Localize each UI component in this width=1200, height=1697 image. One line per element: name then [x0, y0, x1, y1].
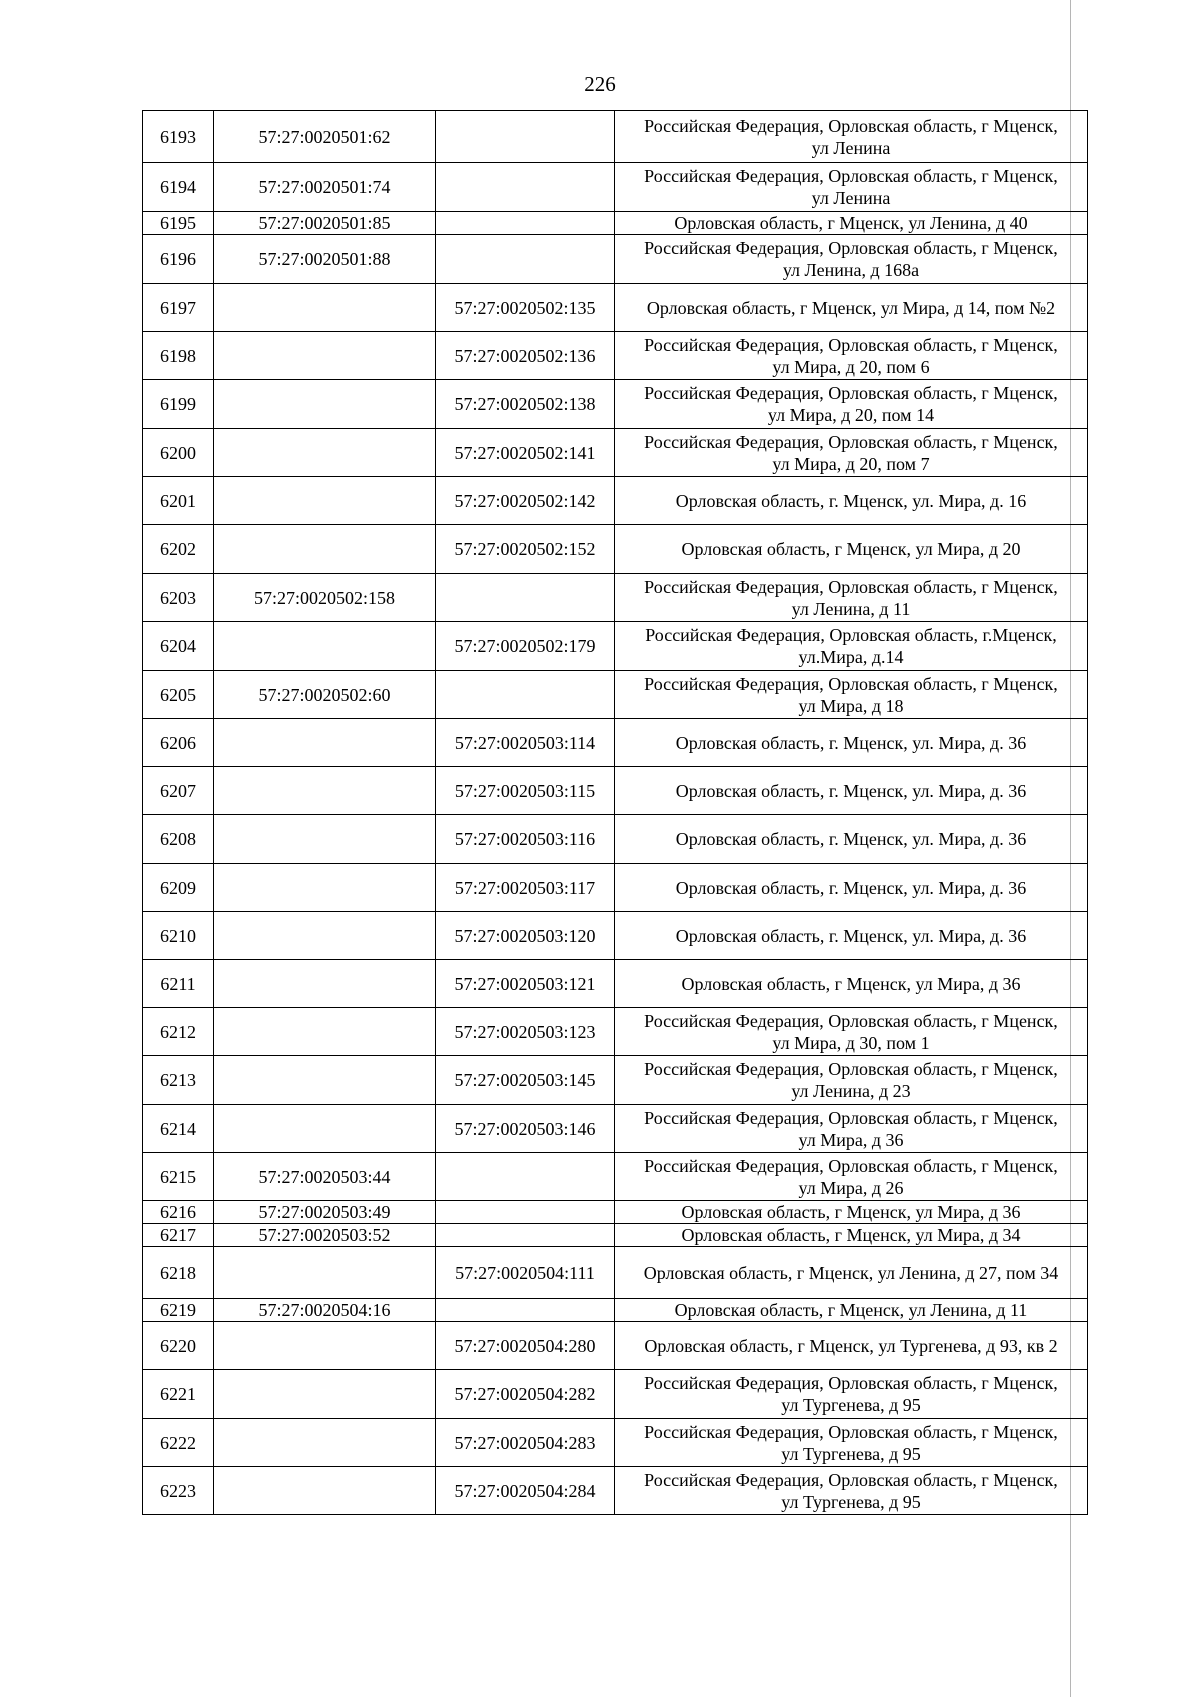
cadastral-number-cell: 57:27:0020501:85 — [214, 212, 436, 235]
cadastral-number-secondary-cell: 57:27:0020504:280 — [436, 1322, 615, 1370]
address-line: Российская Федерация, Орловская область, г Мценск, — [644, 1469, 1058, 1490]
address-line: Орловская область, г Мценск, ул Ленина, д 40 — [674, 213, 1028, 233]
table-row — [143, 525, 1088, 574]
cadastral-number-cell: 57:27:0020501:62 — [214, 111, 436, 163]
address-line: ул Мира, д 30, пом 1 — [772, 1032, 930, 1053]
address-line: ул Ленина, д 168а — [782, 260, 920, 280]
cadastral-number-secondary-cell: 57:27:0020502:142 — [436, 477, 615, 525]
cadastral-number-cell: 57:27:0020503:49 — [214, 1201, 436, 1224]
cadastral-number-secondary-cell: 57:27:0020502:136 — [436, 332, 615, 380]
table-row — [143, 1370, 1088, 1419]
row-number-cell: 6209 — [143, 864, 214, 912]
address-cell — [615, 1224, 1088, 1247]
table-row — [143, 1224, 1088, 1247]
cadastral-number-secondary-cell: 57:27:0020504:283 — [436, 1419, 615, 1467]
address-cell — [615, 429, 1088, 477]
cadastral-number-cell: 57:27:0020502:60 — [214, 671, 436, 719]
address-cell — [615, 1370, 1088, 1419]
row-number-cell: 6198 — [143, 332, 214, 380]
table-row — [143, 1299, 1088, 1322]
table-row — [143, 1153, 1088, 1201]
table-row — [143, 380, 1088, 429]
address-cell — [615, 212, 1088, 235]
cadastral-number-cell — [214, 477, 436, 525]
cadastral-number-cell: 57:27:0020503:44 — [214, 1153, 436, 1201]
row-number-cell: 6218 — [143, 1247, 214, 1299]
cadastral-number-cell — [214, 380, 436, 429]
table-row — [143, 284, 1088, 332]
address-line: ул Мира, д 20, пом 7 — [772, 453, 930, 474]
address-line: ул Мира, д 26 — [798, 1177, 904, 1198]
row-number-cell: 6203 — [143, 574, 214, 622]
address-cell — [615, 235, 1088, 284]
row-number-cell: 6216 — [143, 1201, 214, 1224]
address-line: Орловская область, г. Мценск, ул. Мира, д. 36 — [675, 925, 1027, 946]
cadastral-number-secondary-cell — [436, 1201, 615, 1224]
cadastral-number-secondary-cell: 57:27:0020502:135 — [436, 284, 615, 332]
address-line: ул Мира, д 20, пом 14 — [767, 405, 935, 425]
cadastral-number-cell — [214, 1247, 436, 1299]
table-row — [143, 235, 1088, 284]
address-cell — [615, 1467, 1088, 1515]
address-line: Российская Федерация, Орловская область, г Мценск, — [644, 1059, 1058, 1079]
address-cell — [615, 1322, 1088, 1370]
row-number-cell: 6207 — [143, 767, 214, 815]
cadastral-number-cell — [214, 332, 436, 380]
row-number-cell: 6223 — [143, 1467, 214, 1515]
table-row — [143, 912, 1088, 960]
table-row — [143, 1247, 1088, 1299]
address-line: Орловская область, г Мценск, ул Мира, д 20 — [681, 539, 1021, 559]
address-cell — [615, 960, 1088, 1008]
row-number-cell: 6201 — [143, 477, 214, 525]
cadastral-number-secondary-cell — [436, 574, 615, 622]
cadastral-number-secondary-cell: 57:27:0020503:120 — [436, 912, 615, 960]
address-line: Орловская область, г Мценск, ул Мира, д 36 — [681, 1202, 1021, 1222]
address-line: Российская Федерация, Орловская область, г Мценск, — [644, 1155, 1058, 1176]
cadastral-number-cell — [214, 864, 436, 912]
row-number-cell: 6210 — [143, 912, 214, 960]
cadastral-number-cell — [214, 429, 436, 477]
row-number-cell: 6212 — [143, 1008, 214, 1056]
cadastral-number-secondary-cell: 57:27:0020502:179 — [436, 622, 615, 671]
cadastral-number-cell — [214, 1419, 436, 1467]
cadastral-number-secondary-cell — [436, 1153, 615, 1201]
cadastral-number-cell — [214, 1322, 436, 1370]
address-line: ул Мира, д 18 — [798, 695, 904, 716]
address-line: ул.Мира, д.14 — [798, 647, 904, 667]
row-number-cell: 6199 — [143, 380, 214, 429]
registry-table — [142, 110, 1088, 1515]
cadastral-number-cell — [214, 622, 436, 671]
address-line: Орловская область, г Мценск, ул Мира, д 34 — [681, 1225, 1021, 1245]
table-row — [143, 429, 1088, 477]
cadastral-number-cell — [214, 767, 436, 815]
cadastral-number-cell: 57:27:0020503:52 — [214, 1224, 436, 1247]
table-row — [143, 864, 1088, 912]
table-row — [143, 1322, 1088, 1370]
cadastral-number-secondary-cell: 57:27:0020504:111 — [436, 1247, 615, 1299]
address-cell — [615, 1247, 1088, 1299]
row-number-cell: 6197 — [143, 284, 214, 332]
address-cell — [615, 1105, 1088, 1153]
cadastral-number-cell — [214, 1370, 436, 1419]
row-number-cell: 6221 — [143, 1370, 214, 1419]
cadastral-number-secondary-cell — [436, 111, 615, 163]
row-number-cell: 6195 — [143, 212, 214, 235]
cadastral-number-cell — [214, 525, 436, 574]
table-row — [143, 622, 1088, 671]
table-row — [143, 477, 1088, 525]
table-row — [143, 574, 1088, 622]
address-cell — [615, 1056, 1088, 1105]
table-row — [143, 163, 1088, 212]
address-line: ул Тургенева, д 95 — [781, 1491, 921, 1512]
row-number-cell: 6205 — [143, 671, 214, 719]
cadastral-number-cell — [214, 912, 436, 960]
address-line: ул Тургенева, д 95 — [781, 1395, 921, 1415]
table-row — [143, 332, 1088, 380]
address-line: Российская Федерация, Орловская область, г Мценск, — [644, 576, 1058, 597]
cadastral-number-secondary-cell: 57:27:0020503:146 — [436, 1105, 615, 1153]
address-cell — [615, 284, 1088, 332]
table-row — [143, 960, 1088, 1008]
cadastral-number-secondary-cell: 57:27:0020503:115 — [436, 767, 615, 815]
registry-table-body — [143, 111, 1088, 1515]
cadastral-number-cell: 57:27:0020501:74 — [214, 163, 436, 212]
cadastral-number-cell: 57:27:0020501:88 — [214, 235, 436, 284]
row-number-cell: 6202 — [143, 525, 214, 574]
address-cell — [615, 1008, 1088, 1056]
address-line: Орловская область, г Мценск, ул Ленина, д 27, пом 34 — [643, 1262, 1059, 1283]
address-line: Орловская область, г Мценск, ул Мира, д 36 — [681, 973, 1021, 994]
row-number-cell: 6222 — [143, 1419, 214, 1467]
row-number-cell: 6200 — [143, 429, 214, 477]
cadastral-number-cell — [214, 815, 436, 864]
page-number: 226 — [584, 72, 616, 96]
row-number-cell: 6196 — [143, 235, 214, 284]
cadastral-number-secondary-cell: 57:27:0020503:114 — [436, 719, 615, 767]
cadastral-number-cell: 57:27:0020504:16 — [214, 1299, 436, 1322]
table-row — [143, 1467, 1088, 1515]
cadastral-number-secondary-cell — [436, 212, 615, 235]
address-cell — [615, 163, 1088, 212]
address-line: Российская Федерация, Орловская область, г Мценск, — [644, 166, 1058, 186]
address-line: Российская Федерация, Орловская область, г.Мценск, — [645, 625, 1057, 645]
table-row — [143, 1056, 1088, 1105]
address-line: ул Ленина, д 23 — [791, 1081, 911, 1101]
address-line: Орловская область, г Мценск, ул Тургенева, д 93, кв 2 — [644, 1335, 1058, 1356]
address-cell — [615, 719, 1088, 767]
cadastral-number-secondary-cell — [436, 671, 615, 719]
address-cell — [615, 767, 1088, 815]
cadastral-number-secondary-cell: 57:27:0020504:284 — [436, 1467, 615, 1515]
cadastral-number-cell: 57:27:0020502:158 — [214, 574, 436, 622]
address-cell — [615, 525, 1088, 574]
address-line: Орловская область, г. Мценск, ул. Мира, д. 36 — [675, 877, 1027, 898]
address-line: Российская Федерация, Орловская область, г Мценск, — [644, 1421, 1058, 1442]
cadastral-number-cell — [214, 960, 436, 1008]
address-cell — [615, 111, 1088, 163]
address-cell — [615, 671, 1088, 719]
cadastral-number-secondary-cell: 57:27:0020504:282 — [436, 1370, 615, 1419]
cadastral-number-secondary-cell — [436, 1299, 615, 1322]
address-cell — [615, 332, 1088, 380]
address-line: Российская Федерация, Орловская область, г Мценск, — [644, 334, 1058, 355]
address-cell — [615, 380, 1088, 429]
cadastral-number-secondary-cell — [436, 1224, 615, 1247]
address-cell — [615, 864, 1088, 912]
cadastral-number-secondary-cell — [436, 163, 615, 212]
cadastral-number-secondary-cell: 57:27:0020503:145 — [436, 1056, 615, 1105]
address-line: Российская Федерация, Орловская область, г Мценск, — [644, 1107, 1058, 1128]
address-line: Орловская область, г. Мценск, ул. Мира, д. 36 — [675, 780, 1027, 801]
cadastral-number-secondary-cell: 57:27:0020503:116 — [436, 815, 615, 864]
cadastral-number-cell — [214, 1008, 436, 1056]
address-line: Орловская область, г Мценск, ул Ленина, д 11 — [674, 1300, 1028, 1320]
table-row — [143, 1419, 1088, 1467]
address-cell — [615, 477, 1088, 525]
address-line: Орловская область, г. Мценск, ул. Мира, д. 36 — [675, 732, 1027, 753]
cadastral-number-cell — [214, 1467, 436, 1515]
cadastral-number-cell — [214, 719, 436, 767]
address-cell — [615, 912, 1088, 960]
table-row — [143, 212, 1088, 235]
address-cell — [615, 574, 1088, 622]
table-row — [143, 1008, 1088, 1056]
row-number-cell: 6193 — [143, 111, 214, 163]
row-number-cell: 6194 — [143, 163, 214, 212]
cadastral-number-secondary-cell — [436, 235, 615, 284]
cadastral-number-cell — [214, 1056, 436, 1105]
row-number-cell: 6220 — [143, 1322, 214, 1370]
table-row — [143, 1105, 1088, 1153]
address-line: Российская Федерация, Орловская область, г Мценск, — [644, 673, 1058, 694]
cadastral-number-secondary-cell: 57:27:0020503:117 — [436, 864, 615, 912]
row-number-cell: 6215 — [143, 1153, 214, 1201]
row-number-cell: 6204 — [143, 622, 214, 671]
cadastral-number-secondary-cell: 57:27:0020502:141 — [436, 429, 615, 477]
address-cell — [615, 1201, 1088, 1224]
cadastral-number-cell — [214, 1105, 436, 1153]
row-number-cell: 6211 — [143, 960, 214, 1008]
address-cell — [615, 1153, 1088, 1201]
row-number-cell: 6214 — [143, 1105, 214, 1153]
address-line: ул Ленина, д 11 — [791, 598, 911, 619]
address-line: Российская Федерация, Орловская область, г Мценск, — [644, 1010, 1058, 1031]
address-cell — [615, 1299, 1088, 1322]
address-line: ул Тургенева, д 95 — [781, 1443, 921, 1464]
cadastral-number-secondary-cell: 57:27:0020503:121 — [436, 960, 615, 1008]
row-number-cell: 6213 — [143, 1056, 214, 1105]
table-row — [143, 671, 1088, 719]
address-line: Российская Федерация, Орловская область, г Мценск, — [644, 1373, 1058, 1393]
cadastral-number-secondary-cell: 57:27:0020503:123 — [436, 1008, 615, 1056]
row-number-cell: 6217 — [143, 1224, 214, 1247]
address-line: Орловская область, г. Мценск, ул. Мира, д. 16 — [675, 490, 1027, 511]
table-row — [143, 111, 1088, 163]
address-cell — [615, 622, 1088, 671]
address-line: Российская Федерация, Орловская область, г Мценск, — [644, 431, 1058, 452]
row-number-cell: 6219 — [143, 1299, 214, 1322]
address-line: ул Ленина — [811, 188, 891, 208]
row-number-cell: 6208 — [143, 815, 214, 864]
address-cell — [615, 815, 1088, 864]
table-row — [143, 767, 1088, 815]
address-cell — [615, 1419, 1088, 1467]
address-line: ул Ленина — [811, 137, 891, 158]
cadastral-number-cell — [214, 284, 436, 332]
table-row — [143, 719, 1088, 767]
cadastral-number-secondary-cell: 57:27:0020502:138 — [436, 380, 615, 429]
address-line: Российская Федерация, Орловская область, г Мценск, — [644, 238, 1058, 258]
table-row — [143, 815, 1088, 864]
row-number-cell: 6206 — [143, 719, 214, 767]
address-line: Орловская область, г Мценск, ул Мира, д 14, пом №2 — [646, 297, 1056, 318]
table-row — [143, 1201, 1088, 1224]
address-line: ул Мира, д 36 — [798, 1129, 904, 1150]
address-line: Российская Федерация, Орловская область, г Мценск, — [644, 383, 1058, 403]
address-line: Российская Федерация, Орловская область, г Мценск, — [644, 115, 1058, 136]
address-line: ул Мира, д 20, пом 6 — [772, 356, 930, 377]
cadastral-number-secondary-cell: 57:27:0020502:152 — [436, 525, 615, 574]
address-line: Орловская область, г. Мценск, ул. Мира, д. 36 — [675, 829, 1027, 849]
